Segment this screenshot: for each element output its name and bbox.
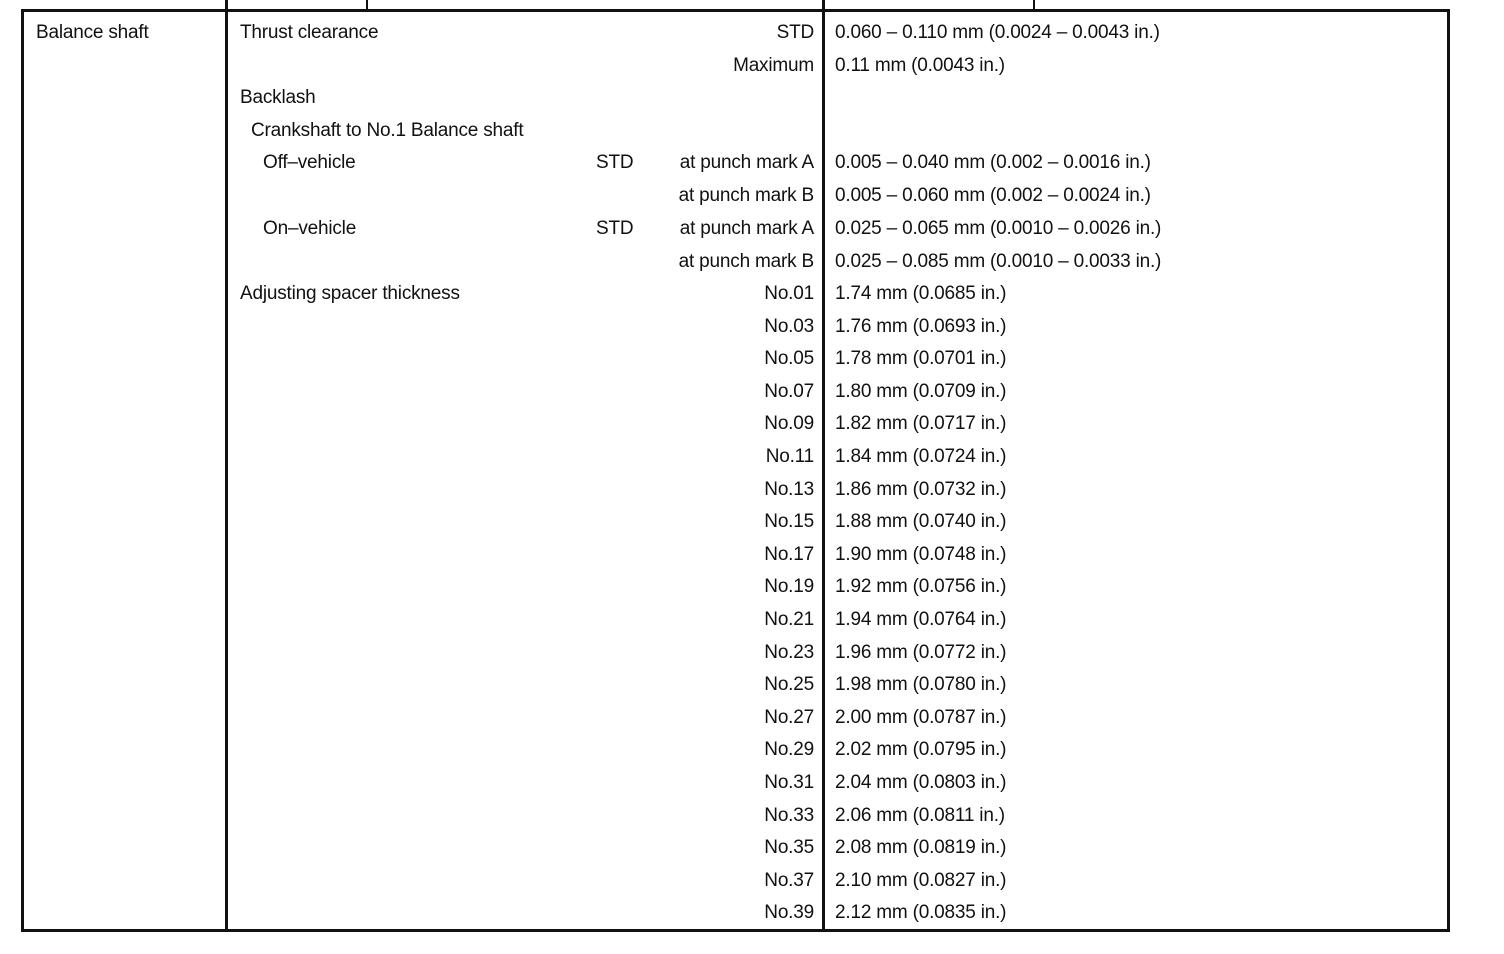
backlash-label: Backlash [240, 87, 316, 108]
spacer-number: No.21 [764, 609, 814, 630]
spec-value: 1.76 mm (0.0693 in.) [835, 315, 1007, 337]
spec-value: 1.74 mm (0.0685 in.) [835, 283, 1007, 304]
spec-value: 1.96 mm (0.0772 in.) [835, 641, 1007, 663]
spec-value: 2.04 mm (0.0803 in.) [835, 772, 1007, 793]
spec-value: 0.11 mm (0.0043 in.) [835, 54, 1005, 76]
thrust-qualifier: Maximum [733, 54, 814, 76]
spec-table [21, 9, 1450, 932]
punch-mark-label: at punch mark B [678, 250, 814, 272]
spacer-number: No.03 [764, 315, 814, 337]
column-divider-2 [822, 0, 825, 932]
spacer-number: No.11 [765, 446, 814, 467]
spacer-label: Adjusting spacer thickness [240, 283, 460, 304]
spacer-number: No.15 [764, 511, 814, 533]
spec-value: 1.88 mm (0.0740 in.) [835, 511, 1007, 533]
spacer-number: No.17 [764, 543, 814, 565]
spec-value: 1.86 mm (0.0732 in.) [835, 478, 1007, 500]
spec-value: 1.92 mm (0.0756 in.) [835, 576, 1007, 598]
spec-value: 0.025 – 0.085 mm (0.0010 – 0.0033 in.) [835, 250, 1162, 272]
spec-value: 1.84 mm (0.0724 in.) [835, 446, 1007, 467]
spacer-number: No.33 [764, 804, 814, 826]
spec-value: 2.06 mm (0.0811 in.) [835, 804, 1005, 826]
spec-value: 1.90 mm (0.0748 in.) [835, 543, 1007, 565]
off-vehicle-std: STD [596, 152, 634, 173]
backlash-sub-label: Crankshaft to No.1 Balance shaft [251, 120, 524, 141]
spec-value: 1.94 mm (0.0764 in.) [835, 609, 1007, 630]
on-vehicle-label: On–vehicle [263, 218, 357, 239]
on-vehicle-std: STD [596, 218, 634, 239]
spec-value: 1.82 mm (0.0717 in.) [835, 413, 1007, 435]
spacer-number: No.09 [764, 413, 814, 435]
spacer-number: No.39 [764, 902, 814, 924]
spacer-number: No.23 [764, 641, 814, 663]
spec-value: 2.08 mm (0.0819 in.) [835, 837, 1007, 859]
spec-value: 2.00 mm (0.0787 in.) [835, 706, 1007, 728]
spec-value: 1.98 mm (0.0780 in.) [835, 674, 1007, 696]
spacer-number: No.35 [764, 837, 814, 859]
off-vehicle-label: Off–vehicle [263, 152, 356, 173]
spacer-number: No.07 [764, 380, 814, 402]
spec-value: 1.78 mm (0.0701 in.) [835, 348, 1007, 370]
spacer-number: No.19 [764, 576, 814, 598]
spacer-number: No.05 [764, 348, 814, 370]
spec-value: 2.10 mm (0.0827 in.) [835, 869, 1007, 891]
punch-mark-label: at punch mark B [678, 184, 814, 206]
spec-value: 2.02 mm (0.0795 in.) [835, 739, 1007, 761]
spec-value: 0.005 – 0.060 mm (0.002 – 0.0024 in.) [835, 184, 1151, 206]
spec-value: 0.005 – 0.040 mm (0.002 – 0.0016 in.) [835, 152, 1151, 173]
top-tick [366, 0, 368, 9]
spec-value: 1.80 mm (0.0709 in.) [835, 380, 1007, 402]
punch-mark-label: at punch mark A [679, 152, 814, 173]
spacer-number: No.01 [764, 283, 814, 304]
top-tick [1033, 0, 1035, 9]
category-label: Balance shaft [36, 22, 149, 43]
spec-value: 0.025 – 0.065 mm (0.0010 – 0.0026 in.) [835, 218, 1162, 239]
spacer-number: No.25 [764, 674, 814, 696]
spec-value: 0.060 – 0.110 mm (0.0024 – 0.0043 in.) [835, 22, 1160, 43]
thrust-clearance-label: Thrust clearance [240, 22, 379, 43]
punch-mark-label: at punch mark A [679, 218, 814, 239]
column-divider-1 [225, 0, 228, 932]
spec-value: 2.12 mm (0.0835 in.) [835, 902, 1007, 924]
spacer-number: No.29 [764, 739, 814, 761]
spacer-number: No.31 [764, 772, 814, 793]
spacer-number: No.13 [764, 478, 814, 500]
thrust-qualifier: STD [776, 22, 814, 43]
spacer-number: No.27 [764, 706, 814, 728]
spacer-number: No.37 [764, 869, 814, 891]
